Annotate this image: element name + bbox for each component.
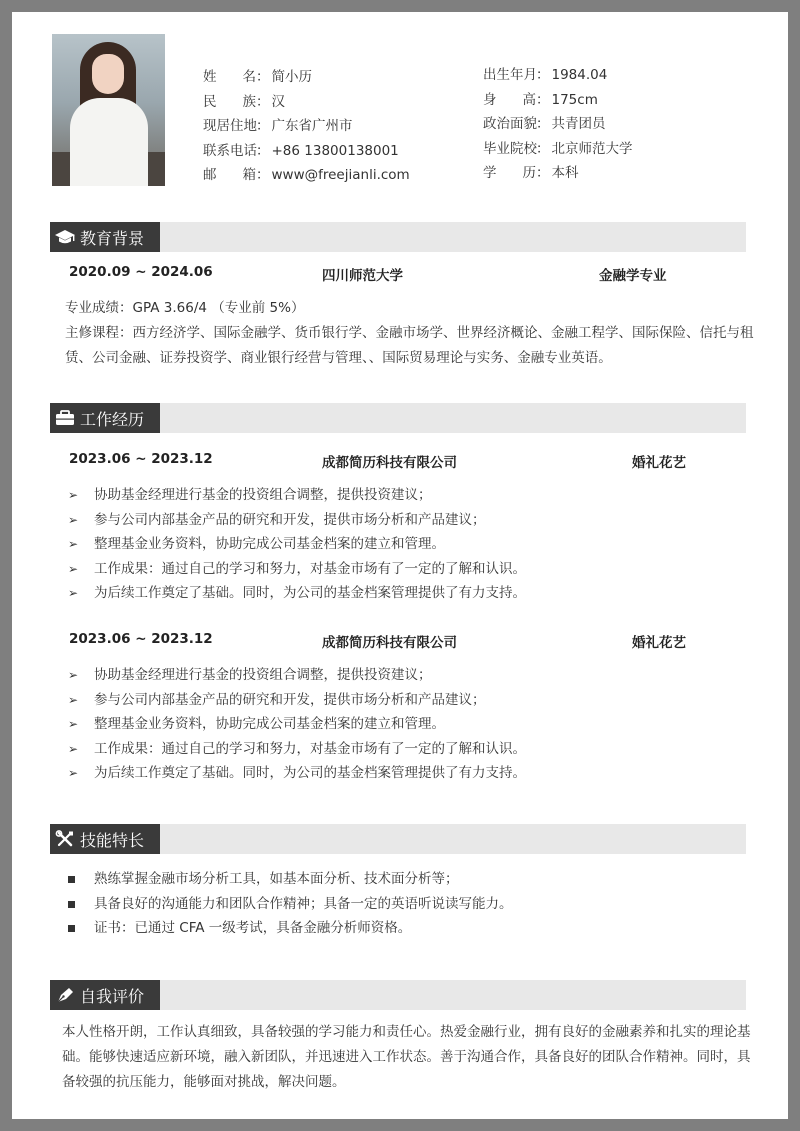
square-bullet-icon bbox=[68, 901, 75, 908]
arrow-bullet-icon: ➢ bbox=[68, 512, 79, 527]
info-key: 出生年月 bbox=[483, 67, 537, 83]
info-key: 邮箱 bbox=[203, 167, 256, 184]
tools-icon bbox=[54, 830, 76, 848]
education-date: 2020.09 ~ 2024.06 bbox=[69, 264, 213, 280]
arrow-bullet-icon: ➢ bbox=[68, 717, 79, 731]
self-evaluation-section-header bbox=[50, 980, 746, 1010]
section-title: 技能特长 bbox=[80, 830, 145, 850]
info-key: 学历 bbox=[483, 165, 536, 182]
job-date: 2023.06 ~ 2023.12 bbox=[69, 451, 213, 467]
job-date: 2023.06 ~ 2023.12 bbox=[69, 631, 213, 647]
skills-section-header bbox=[50, 824, 746, 854]
square-bullet-icon bbox=[68, 876, 75, 883]
list-item: ➢ 为后续工作奠定了基础。同时，为公司的基金档案管理提供了有力支持。 bbox=[64, 581, 526, 606]
info-row: 学历 ： 本科 bbox=[483, 161, 633, 186]
list-item: 证书：已通过 CFA 一级考试，具备金融分析师资格。 bbox=[64, 916, 513, 941]
education-school: 四川师范大学 bbox=[322, 268, 403, 284]
job-role: 婚礼花艺 bbox=[632, 635, 686, 651]
education-gpa: 专业成绩：GPA 3.66/4 （专业前 5%） bbox=[65, 300, 305, 316]
education-section-header bbox=[50, 222, 746, 252]
arrow-bullet-icon: ➢ bbox=[68, 692, 79, 707]
self-evaluation-text: 本人性格开朗，工作认真细致，具备较强的学习能力和责任心。热爱金融行业，拥有良好的金融素养和扎实的理论基础。能够快速适应新环境，融入新团队，并迅速进入工作状态。善于沟通合作，具备良好的团队合作精神。同时，具备较强的抗压能力，能够面对挑战，解决问题。 bbox=[62, 1024, 751, 1090]
list-item: ➢ 协助基金经理进行基金的投资组合调整，提供投资建议； bbox=[64, 483, 526, 508]
list-item: ➢ 参与公司内部基金产品的研究和开发，提供市场分析和产品建议； bbox=[64, 688, 526, 713]
info-row: 姓名 ： 简小历 bbox=[203, 65, 410, 90]
info-key: 身高 bbox=[483, 91, 536, 108]
info-value: +86 13800138001 bbox=[271, 142, 399, 159]
info-row: 邮箱 ： www@freejianli.com bbox=[203, 163, 410, 188]
education-entry-header bbox=[69, 264, 709, 288]
list-item: ➢ 为后续工作奠定了基础。同时，为公司的基金档案管理提供了有力支持。 bbox=[64, 761, 526, 786]
list-item: ➢ 参与公司内部基金产品的研究和开发，提供市场分析和产品建议； bbox=[64, 508, 526, 533]
arrow-bullet-icon: ➢ bbox=[68, 561, 79, 576]
info-key: 政治面貌 bbox=[483, 116, 537, 133]
info-row: 联系电话 ： +86 13800138001 bbox=[203, 139, 410, 164]
job-duties-list bbox=[64, 483, 526, 606]
profile-photo bbox=[52, 34, 165, 186]
list-item: ➢ 工作成果：通过自己的学习和努力，对基金市场有了一定的了解和认识。 bbox=[64, 737, 526, 762]
info-value: 汉 bbox=[271, 93, 285, 110]
arrow-bullet-icon: ➢ bbox=[68, 668, 79, 682]
list-item: ➢ 工作成果：通过自己的学习和努力，对基金市场有了一定的了解和认识。 bbox=[64, 557, 526, 582]
education-major: 金融学专业 bbox=[599, 268, 667, 284]
arrow-bullet-icon: ➢ bbox=[68, 537, 79, 551]
personal-info-right bbox=[483, 63, 633, 186]
info-row: 身高 ： 175cm bbox=[483, 88, 633, 113]
info-row: 民族 ： 汉 bbox=[203, 90, 410, 115]
section-title: 教育背景 bbox=[80, 228, 145, 248]
job-entry-header bbox=[69, 451, 709, 475]
section-title: 工作经历 bbox=[80, 409, 145, 429]
list-item: ➢ 协助基金经理进行基金的投资组合调整，提供投资建议； bbox=[64, 663, 526, 688]
job-duties-list bbox=[64, 663, 526, 786]
square-bullet-icon bbox=[68, 925, 75, 932]
job-company: 成都简历科技有限公司 bbox=[322, 635, 457, 651]
list-item: ➢ 整理基金业务资料，协助完成公司基金档案的建立和管理。 bbox=[64, 712, 526, 737]
info-value: 1984.04 bbox=[551, 67, 608, 83]
job-entry-header bbox=[69, 631, 709, 655]
arrow-bullet-icon: ➢ bbox=[68, 488, 79, 502]
list-item: 具备良好的沟通能力和团队合作精神；具备一定的英语听说读写能力。 bbox=[64, 892, 513, 917]
skills-list bbox=[64, 867, 513, 941]
graduation-cap-icon bbox=[54, 228, 76, 246]
arrow-bullet-icon: ➢ bbox=[68, 741, 79, 756]
info-row: 现居住地 ： 广东省广州市 bbox=[203, 114, 410, 139]
education-courses: 主修课程：西方经济学、国际金融学、货币银行学、金融市场学、世界经济概论、金融工程学、国际保险、信托与租赁、公司金融、证券投资学、商业银行经营与管理、、国际贸易理论与实务、金融专业英语。 bbox=[65, 325, 754, 366]
info-value: 175cm bbox=[551, 91, 598, 108]
info-value: 简小历 bbox=[271, 69, 312, 85]
section-title: 自我评价 bbox=[80, 986, 145, 1006]
info-value: 广东省广州市 bbox=[271, 118, 353, 135]
arrow-bullet-icon: ➢ bbox=[68, 586, 79, 600]
resume-page bbox=[12, 12, 788, 1119]
info-key: 现居住地 bbox=[203, 118, 257, 135]
info-key: 民族 bbox=[203, 93, 256, 110]
job-company: 成都简历科技有限公司 bbox=[322, 455, 457, 471]
list-item: 熟练掌握金融市场分析工具，如基本面分析、技术面分析等； bbox=[64, 867, 513, 892]
info-row: 出生年月 ： 1984.04 bbox=[483, 63, 633, 88]
info-row: 毕业院校 ： 北京师范大学 bbox=[483, 137, 633, 162]
pen-icon bbox=[54, 986, 76, 1004]
briefcase-icon bbox=[54, 409, 76, 427]
work-section-header bbox=[50, 403, 746, 433]
info-value: 北京师范大学 bbox=[551, 140, 633, 157]
info-value: 本科 bbox=[551, 165, 579, 182]
info-value: 共青团员 bbox=[551, 116, 606, 133]
info-key: 姓名 bbox=[203, 69, 256, 85]
info-key: 毕业院校 bbox=[483, 140, 537, 157]
list-item: ➢ 整理基金业务资料，协助完成公司基金档案的建立和管理。 bbox=[64, 532, 526, 557]
info-value: www@freejianli.com bbox=[271, 167, 410, 184]
info-row: 政治面貌 ： 共青团员 bbox=[483, 112, 633, 137]
info-key: 联系电话 bbox=[203, 142, 257, 159]
arrow-bullet-icon: ➢ bbox=[68, 766, 79, 780]
job-role: 婚礼花艺 bbox=[632, 455, 686, 471]
personal-info-left bbox=[203, 65, 410, 188]
